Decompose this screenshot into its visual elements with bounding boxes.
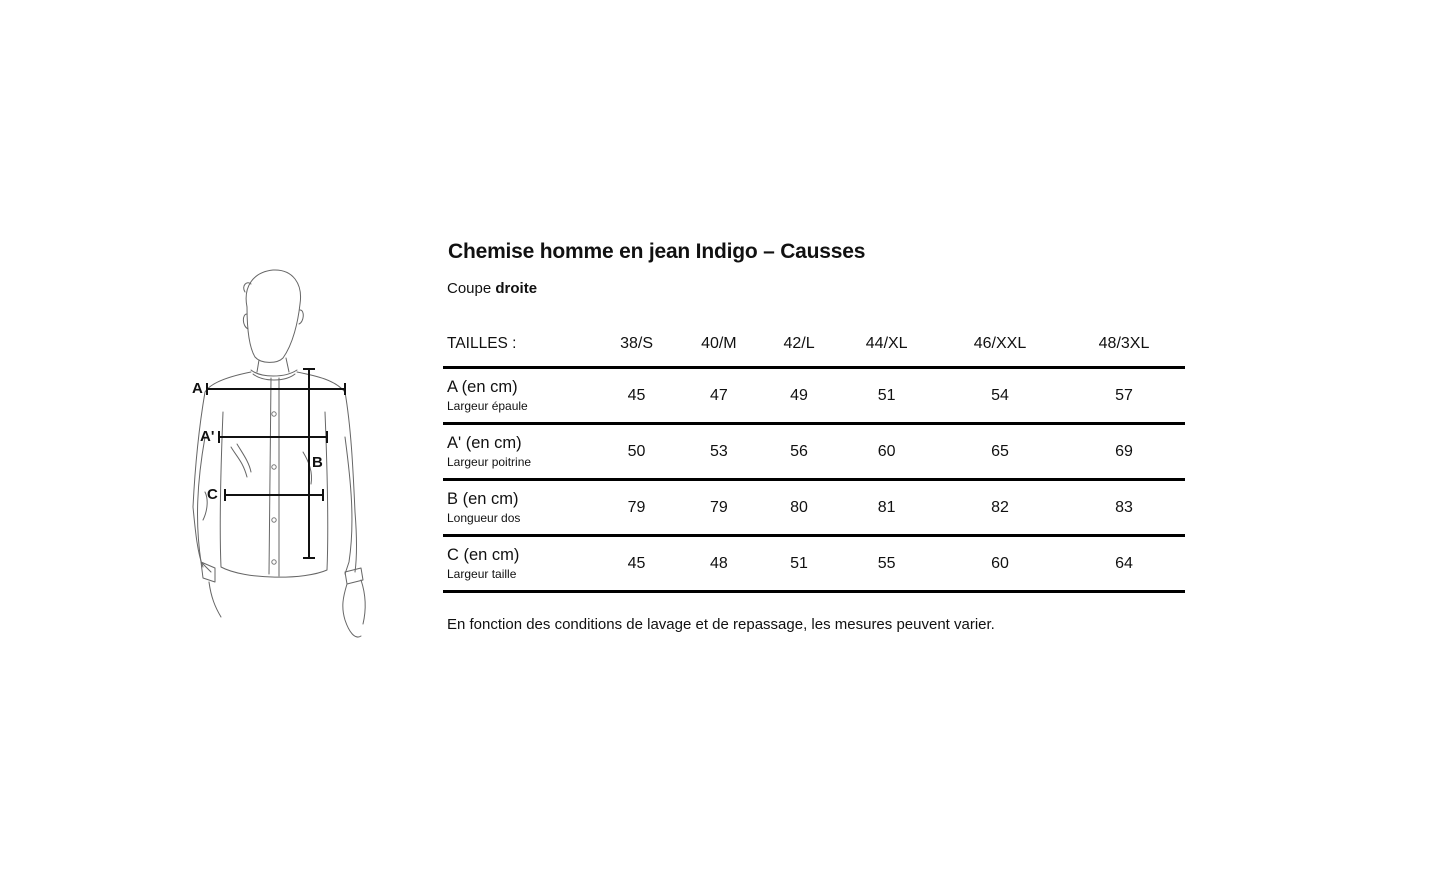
table-cell: 47: [676, 368, 762, 424]
measure-label-a-prime: A': [200, 428, 215, 445]
row-label: B (en cm): [447, 489, 519, 508]
size-header: 48/3XL: [1063, 322, 1185, 368]
row-label: C (en cm): [447, 545, 520, 564]
size-header-row: [443, 322, 1185, 368]
table-row: [443, 368, 1185, 424]
fit-value: droite: [495, 280, 538, 297]
table-cell: 65: [937, 424, 1063, 480]
table-cell: 57: [1063, 368, 1185, 424]
table-cell: 69: [1063, 424, 1185, 480]
table-cell: 55: [836, 536, 936, 592]
fit-description: [447, 280, 537, 297]
table-cell: 45: [597, 536, 676, 592]
row-header: [443, 480, 597, 536]
row-description: Largeur épaule: [447, 398, 528, 413]
sizes-header-label: TAILLES :: [443, 322, 597, 368]
table-cell: 60: [836, 424, 936, 480]
table-cell: 83: [1063, 480, 1185, 536]
row-label: A' (en cm): [447, 433, 522, 452]
table-cell: 80: [762, 480, 837, 536]
table-cell: 81: [836, 480, 936, 536]
table-row: [443, 536, 1185, 592]
table-row: [443, 480, 1185, 536]
size-header: 46/XXL: [937, 322, 1063, 368]
table-cell: 56: [762, 424, 837, 480]
fit-prefix: Coupe: [447, 280, 492, 297]
measure-label-b: B: [312, 454, 323, 471]
table-cell: 60: [937, 536, 1063, 592]
table-row: [443, 424, 1185, 480]
table-cell: 79: [676, 480, 762, 536]
row-header: [443, 368, 597, 424]
table-cell: 79: [597, 480, 676, 536]
row-label: A (en cm): [447, 377, 518, 396]
table-cell: 53: [676, 424, 762, 480]
shirt-measurement-diagram: [185, 262, 385, 647]
row-description: Largeur taille: [447, 566, 517, 581]
row-header: [443, 424, 597, 480]
table-cell: 64: [1063, 536, 1185, 592]
table-cell: 49: [762, 368, 837, 424]
row-description: Largeur poitrine: [447, 454, 532, 469]
table-cell: 48: [676, 536, 762, 592]
product-title: Chemise homme en jean Indigo – Causses: [448, 240, 866, 263]
row-header: [443, 536, 597, 592]
row-description: Longueur dos: [447, 510, 521, 525]
table-cell: 54: [937, 368, 1063, 424]
table-cell: 51: [836, 368, 936, 424]
table-cell: 50: [597, 424, 676, 480]
table-cell: 82: [937, 480, 1063, 536]
table-cell: 45: [597, 368, 676, 424]
size-header: 42/L: [762, 322, 837, 368]
table-cell: 51: [762, 536, 837, 592]
care-note: En fonction des conditions de lavage et de repassage, les mesures peuvent varier.: [447, 616, 995, 633]
measure-label-c: C: [207, 486, 218, 503]
size-header: 40/M: [676, 322, 762, 368]
size-header: 38/S: [597, 322, 676, 368]
measure-label-a: A: [192, 380, 203, 397]
size-table: [443, 322, 1185, 593]
shirt-sketch-illustration: [185, 262, 385, 647]
size-header: 44/XL: [836, 322, 936, 368]
